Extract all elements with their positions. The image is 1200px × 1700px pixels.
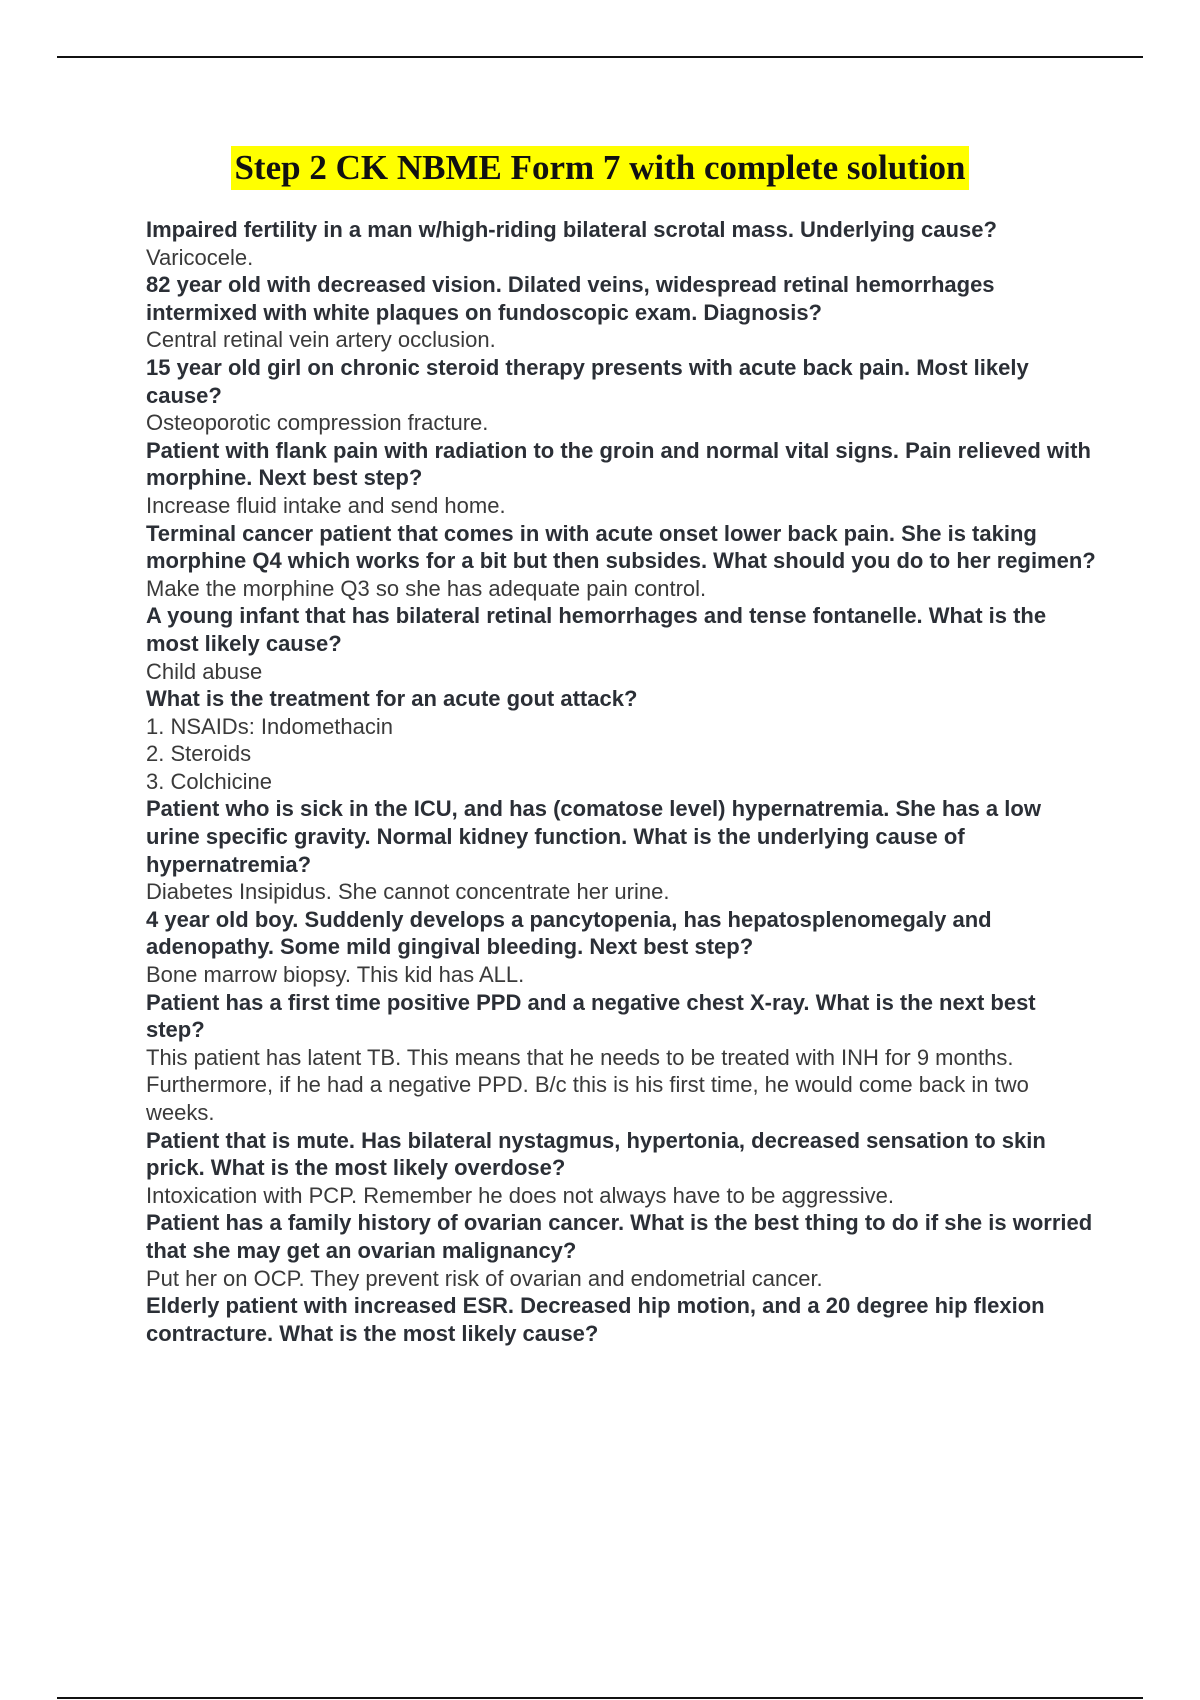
qa-item [146, 906, 1096, 989]
document-title: Step 2 CK NBME Form 7 with complete solution [231, 146, 968, 190]
qa-item [146, 520, 1096, 603]
title-container [0, 146, 1200, 190]
answer-text: 3. Colchicine [146, 768, 272, 794]
bottom-divider [57, 1697, 1143, 1699]
answer-text: Diabetes Insipidus. She cannot concentrate her urine. [146, 879, 670, 905]
question-text: 82 year old with decreased vision. Dilated veins, widespread retinal hemorrhages intermixed with white plaques on fundoscopic exam. Diagnosis? [146, 272, 995, 325]
answer-text: Osteoporotic compression fracture. [146, 410, 489, 436]
answer-text: Child abuse [146, 658, 263, 684]
question-text: A young infant that has bilateral retinal hemorrhages and tense fontanelle. What is the most likely cause? [146, 603, 1047, 656]
question-text: Terminal cancer patient that comes in with acute onset lower back pain. She is taking morphine Q4 which works for a bit but then subsides. What should you do to her regimen? [146, 520, 1096, 574]
qa-item [146, 1127, 1096, 1210]
answer-text: Put her on OCP. They prevent risk of ovarian and endometrial cancer. [146, 1265, 823, 1291]
question-text: Impaired fertility in a man w/high-riding bilateral scrotal mass. Underlying cause? [146, 217, 997, 242]
question-text: Patient has a family history of ovarian cancer. What is the best thing to do if she is worried that she may get an ovarian malignancy? [146, 1210, 1093, 1263]
qa-item [146, 1292, 1096, 1347]
qa-item [146, 216, 1096, 271]
qa-item [146, 271, 1096, 354]
question-text: Patient that is mute. Has bilateral nystagmus, hypertonia, decreased sensation to skin prick. What is the most likely overdose? [146, 1127, 1046, 1181]
answer-text: 1. NSAIDs: Indomethacin [146, 713, 394, 739]
answer-text: Intoxication with PCP. Remember he does not always have to be aggressive. [146, 1182, 894, 1208]
question-text: Patient with flank pain with radiation to the groin and normal vital signs. Pain relieved with morphine. Next best step? [146, 437, 1091, 491]
answer-text: Make the morphine Q3 so she has adequate pain control. [146, 575, 707, 601]
question-text: Patient has a first time positive PPD and a negative chest X-ray. What is the next best step? [146, 989, 1036, 1043]
question-text: What is the treatment for an acute gout attack? [146, 686, 638, 712]
question-text: 15 year old girl on chronic steroid therapy presents with acute back pain. Most likely cause? [146, 354, 1029, 408]
top-divider [57, 56, 1143, 58]
qa-item [146, 354, 1096, 437]
answer-text: Bone marrow biopsy. This kid has ALL. [146, 962, 525, 988]
question-text: Patient who is sick in the ICU, and has (comatose level) hypernatremia. She has a low urine specific gravity. Normal kidney function. What is the underlying cause of hypernatremia? [146, 796, 1041, 877]
qa-item [146, 1209, 1096, 1292]
qa-item [146, 795, 1096, 905]
qa-list [146, 216, 1096, 1347]
qa-item [146, 437, 1096, 520]
answer-text: Furthermore, if he had a negative PPD. B/c this is his first time, he would come back in two weeks. [146, 1072, 1029, 1125]
answer-text: Central retinal vein artery occlusion. [146, 327, 496, 353]
question-text: Elderly patient with increased ESR. Decreased hip motion, and a 20 degree hip flexion contracture. What is the most likely cause? [146, 1293, 1045, 1346]
answer-text: 2. Steroids [146, 741, 252, 767]
answer-text: Increase fluid intake and send home. [146, 492, 506, 518]
qa-item [146, 602, 1096, 685]
answer-text: This patient has latent TB. This means that he needs to be treated with INH for 9 months. [146, 1044, 1014, 1070]
answer-text: Varicocele. [146, 244, 254, 270]
qa-item [146, 989, 1096, 1127]
question-text: 4 year old boy. Suddenly develops a pancytopenia, has hepatosplenomegaly and adenopathy. Some mild gingival bleeding. Next best step? [146, 906, 992, 960]
qa-item [146, 685, 1096, 795]
